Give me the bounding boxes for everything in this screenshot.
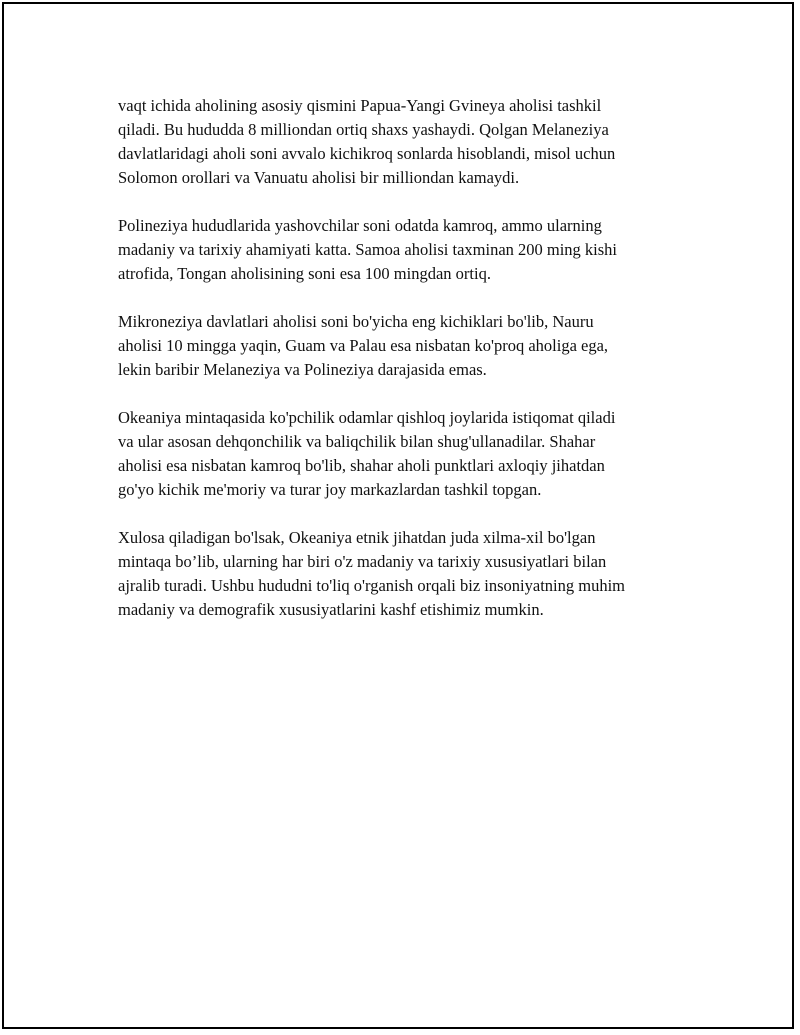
- text-line: ajralib turadi. Ushbu hududni to'liq o'rganish orqali biz insoniyatning muhim: [118, 576, 626, 595]
- text-line: va ular asosan dehqonchilik va baliqchilik bilan shug'ullanadilar. Shahar: [118, 432, 596, 451]
- paragraph-2: [118, 214, 708, 286]
- text-line: qiladi. Bu hududda 8 milliondan ortiq shaxs yashaydi. Qolgan Melaneziya: [118, 120, 609, 139]
- text-line: Solomon orollari va Vanuatu aholisi bir milliondan kamaydi.: [118, 168, 520, 187]
- paragraph-4: [118, 406, 708, 502]
- text-line: davlatlaridagi aholi soni avvalo kichikroq sonlarda hisoblandi, misol uchun: [118, 144, 616, 163]
- text-line: mintaqa bo’lib, ularning har biri o'z madaniy va tarixiy xususiyatlari bilan: [118, 552, 607, 571]
- text-line: vaqt ichida aholining asosiy qismini Papua-Yangi Gvineya aholisi tashkil: [118, 96, 602, 115]
- text-line: Xulosa qiladigan bo'lsak, Okeaniya etnik jihatdan juda xilma-xil bo'lgan: [118, 528, 596, 547]
- text-line: madaniy va tarixiy ahamiyati katta. Samoa aholisi taxminan 200 ming kishi: [118, 240, 618, 259]
- text-line: go'yo kichik me'moriy va turar joy markazlardan tashkil topgan.: [118, 480, 542, 499]
- document-body: [118, 94, 708, 646]
- text-line: madaniy va demografik xususiyatlarini kashf etishimiz mumkin.: [118, 600, 544, 619]
- paragraph-1: [118, 94, 708, 190]
- text-line: aholisi esa nisbatan kamroq bo'lib, shahar aholi punktlari axloqiy jihatdan: [118, 456, 605, 475]
- text-line: atrofida, Tongan aholisining soni esa 100 mingdan ortiq.: [118, 264, 491, 283]
- text-line: Okeaniya mintaqasida ko'pchilik odamlar qishloq joylarida istiqomat qiladi: [118, 408, 616, 427]
- text-line: aholisi 10 mingga yaqin, Guam va Palau esa nisbatan ko'proq aholiga ega,: [118, 336, 609, 355]
- paragraph-5: [118, 526, 708, 622]
- text-line: Polineziya hududlarida yashovchilar soni odatda kamroq, ammo ularning: [118, 216, 602, 235]
- text-line: Mikroneziya davlatlari aholisi soni bo'yicha eng kichiklari bo'lib, Nauru: [118, 312, 594, 331]
- text-line: lekin baribir Melaneziya va Polineziya darajasida emas.: [118, 360, 487, 379]
- paragraph-3: [118, 310, 708, 382]
